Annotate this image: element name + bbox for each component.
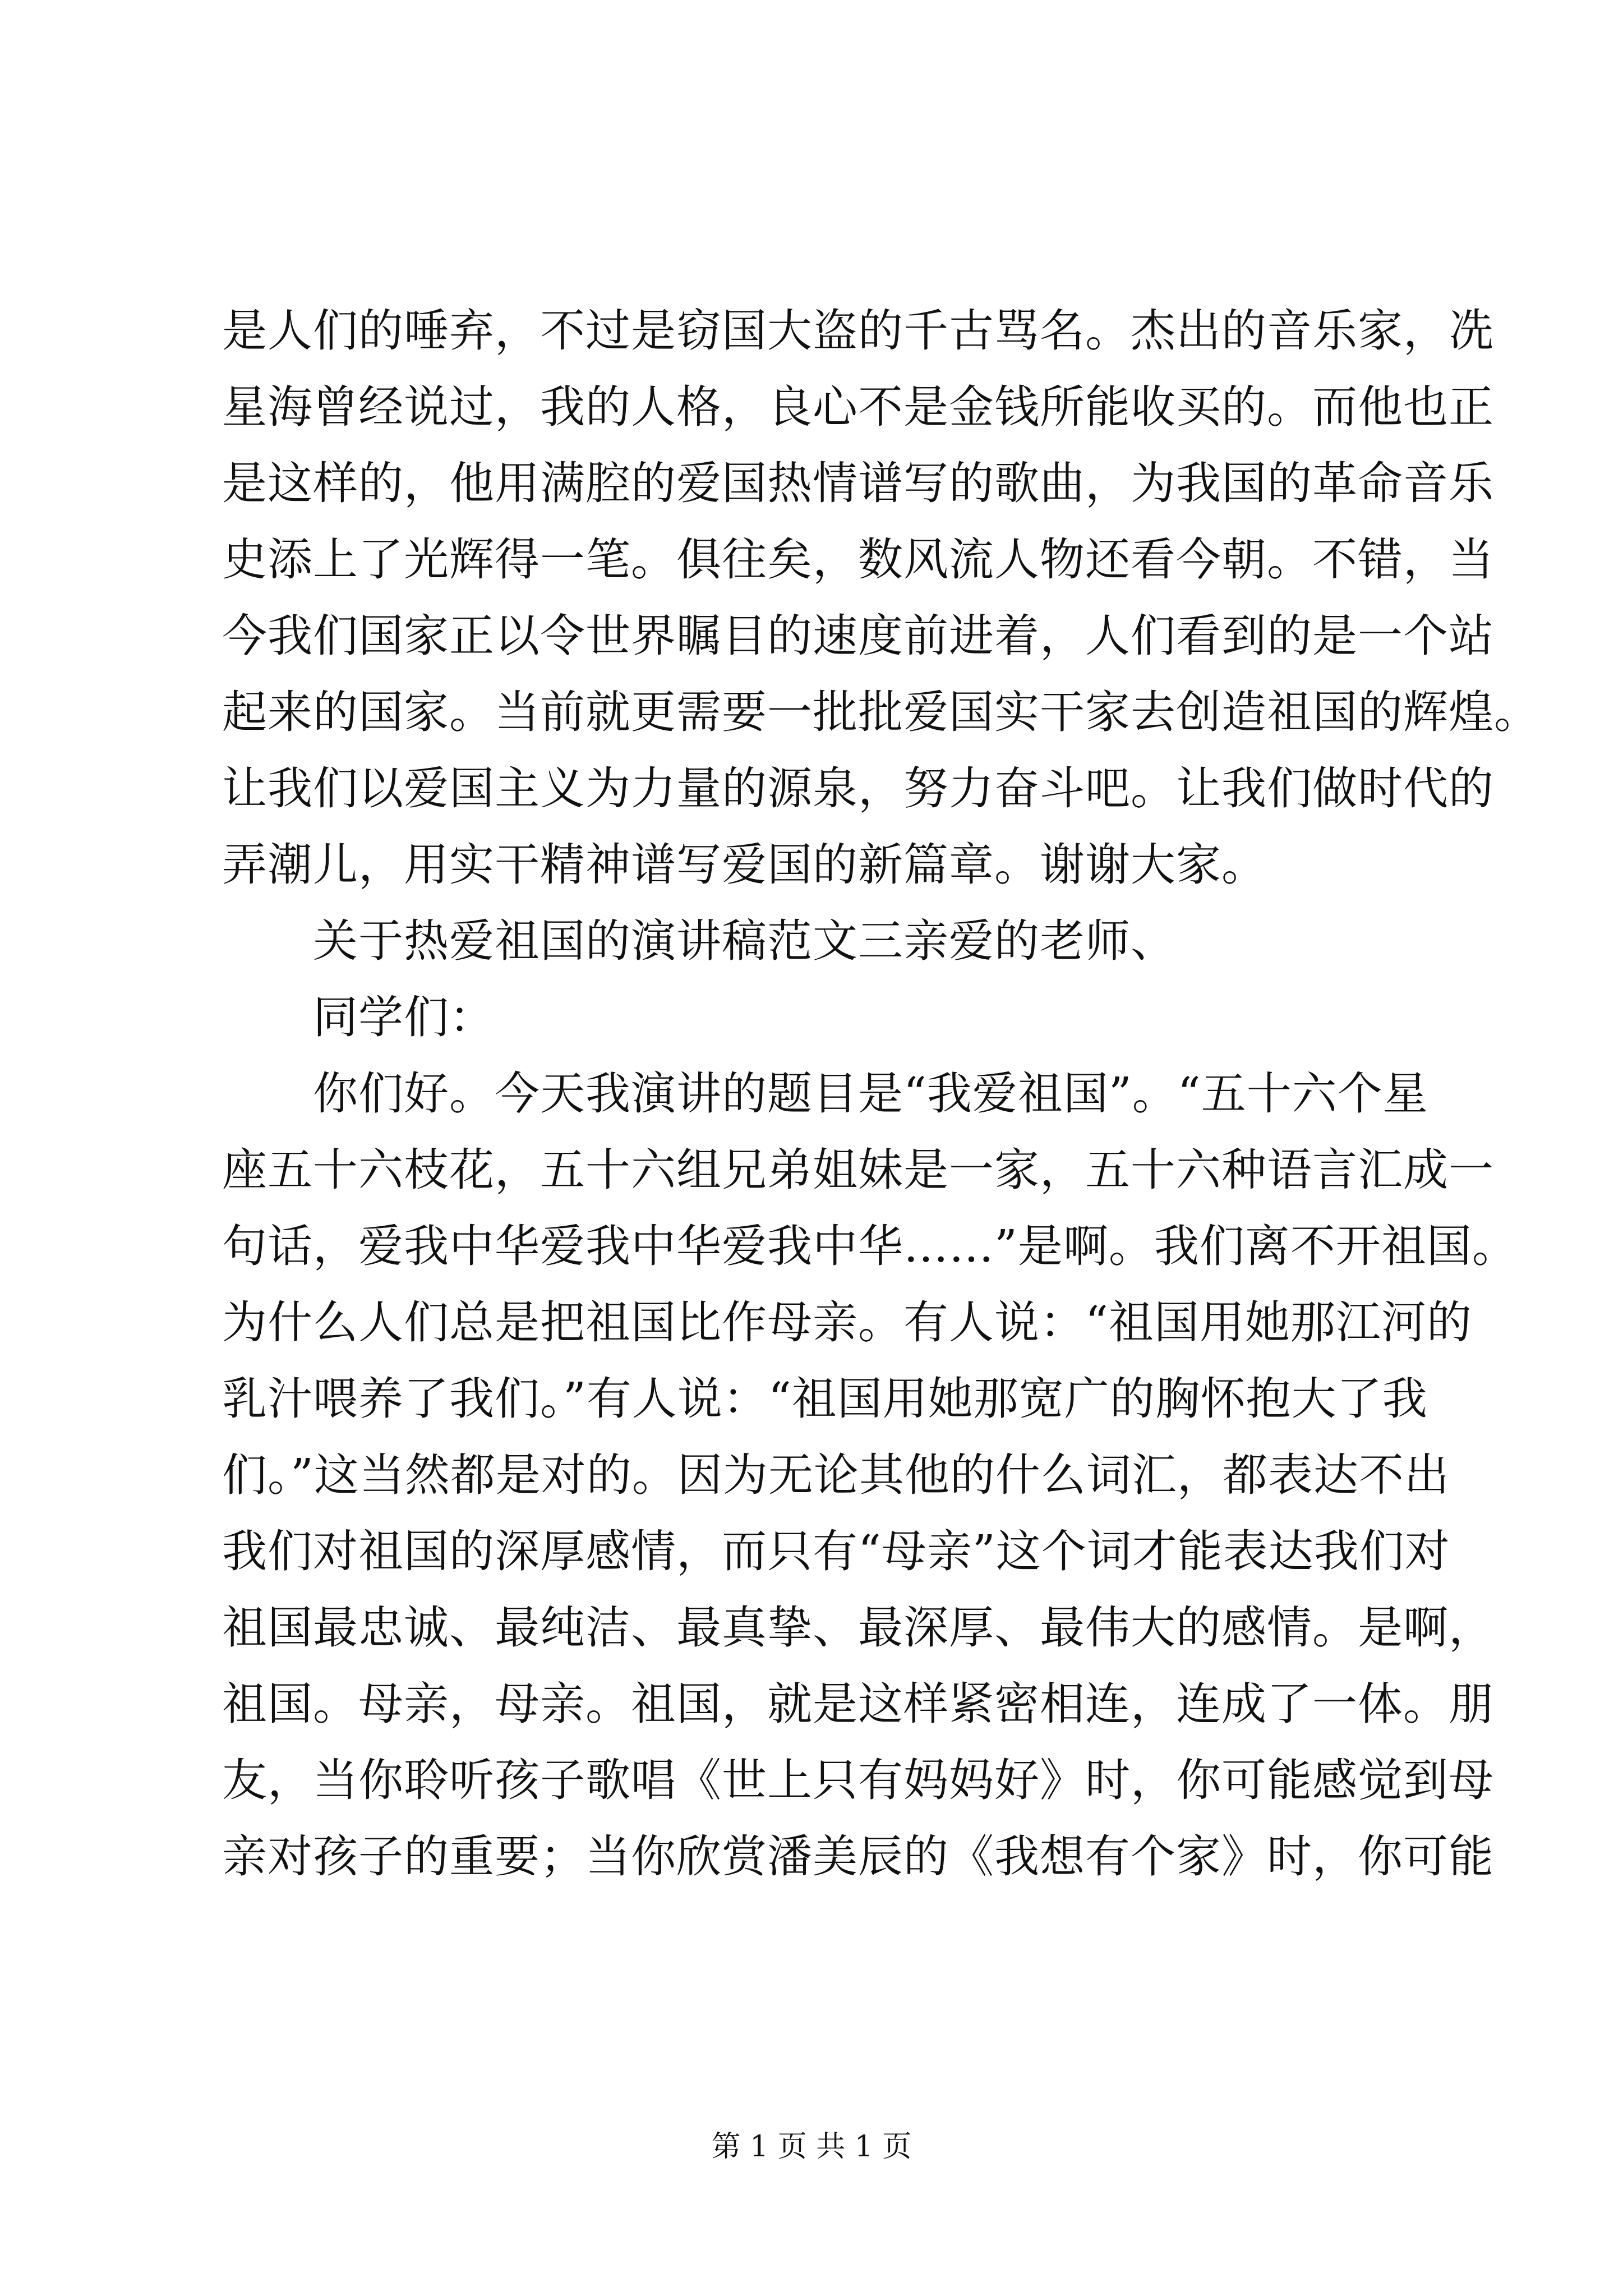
- text-line: 起来的国家。当前就更需要一批批爱国实干家去创造祖国的辉煌。: [222, 686, 1539, 738]
- text-line: 是人们的唾弃，不过是窃国大盗的千古骂名。杰出的音乐家，冼: [222, 305, 1494, 357]
- text-line: 句话，爱我中华爱我中华爱我中华……”是啊。我们离不开祖国。: [222, 1220, 1518, 1272]
- text-line: 我们对祖国的深厚感情，而只有“母亲”这个词才能表达我们对: [222, 1525, 1450, 1577]
- text-line: 弄潮儿，用实干精神谱写爱国的新篇章。谢谢大家。: [222, 839, 1267, 891]
- text-line: 祖国最忠诚、最纯洁、最真挚、最深厚、最伟大的感情。是啊，: [222, 1602, 1494, 1654]
- text-line: 们。”这当然都是对的。因为无论其他的什么词汇，都表达不出: [222, 1449, 1450, 1501]
- text-line: 祖国。母亲，母亲。祖国，就是这样紧密相连，连成了一体。朋: [222, 1678, 1494, 1730]
- text-line: 今我们国家正以令世界瞩目的速度前进着，人们看到的是一个站: [222, 610, 1494, 662]
- page-number-footer: 第 1 页 共 1 页: [711, 2130, 912, 2164]
- text-line: 亲对孩子的重要；当你欣赏潘美辰的《我想有个家》时，你可能: [222, 1830, 1494, 1883]
- salutation-line: 同学们：: [313, 991, 495, 1043]
- text-line: 是这样的，他用满腔的爱国热情谱写的歌曲，为我国的革命音乐: [222, 457, 1494, 509]
- text-line: 为什么人们总是把祖国比作母亲。有人说：“祖国用她那江河的: [222, 1296, 1472, 1349]
- text-line: 史添上了光辉得一笔。俱往矣，数风流人物还看今朝。不错，当: [222, 533, 1494, 586]
- section-heading: 关于热爱祖国的演讲稿范文三亲爱的老师、: [313, 915, 1176, 967]
- text-line: 友，当你聆听孩子歌唱《世上只有妈妈好》时，你可能感觉到母: [222, 1754, 1494, 1806]
- document-body: [222, 293, 1539, 1895]
- text-line: 星海曾经说过，我的人格，良心不是金钱所能收买的。而他也正: [222, 381, 1494, 433]
- text-line: 座五十六枝花，五十六组兄弟姐妹是一家，五十六种语言汇成一: [222, 1144, 1494, 1196]
- paragraph-start-line: 你们好。今天我演讲的题目是“我爱祖国”。“五十六个星: [313, 1068, 1428, 1120]
- text-line: 乳汁喂养了我们。”有人说：“祖国用她那宽广的胸怀抱大了我: [222, 1373, 1428, 1425]
- text-line: 让我们以爱国主义为力量的源泉，努力奋斗吧。让我们做时代的: [222, 762, 1494, 815]
